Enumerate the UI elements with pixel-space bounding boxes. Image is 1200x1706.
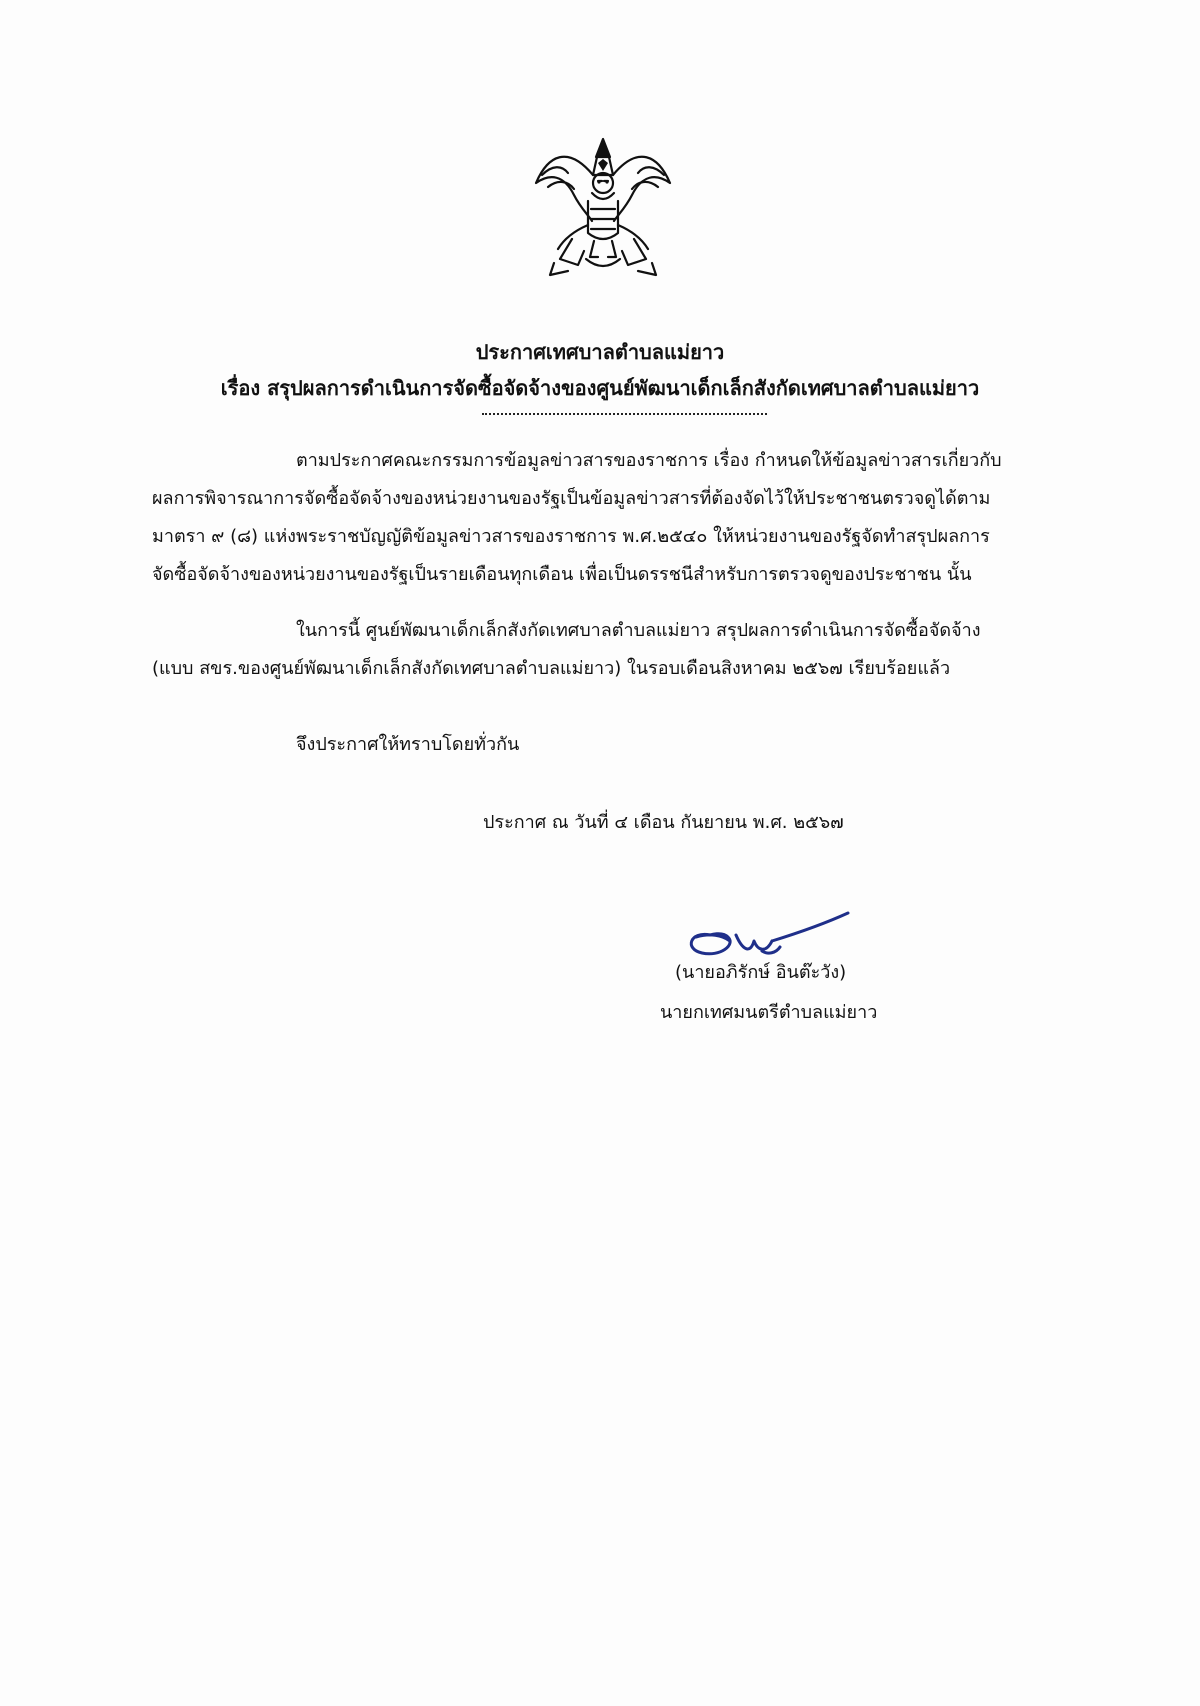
- dotted-divider: [482, 413, 767, 415]
- paragraph1-line2: ผลการพิจารณาการจัดซื้อจัดจ้างของหน่วยงานของรัฐเป็นข้อมูลข่าวสารที่ต้องจัดไว้ให้ประชาชนตรวจดูได้ตาม: [152, 488, 991, 509]
- paragraph1-line1: ตามประกาศคณะกรรมการข้อมูลข่าวสารของราชการ เรื่อง กำหนดให้ข้อมูลข่าวสารเกี่ยวกับ: [296, 450, 1002, 471]
- paragraph1-line4: จัดซื้อจัดจ้างของหน่วยงานของรัฐเป็นรายเดือนทุกเดือน เพื่อเป็นดรรชนีสำหรับการตรวจดูของประชาชน นั้น: [152, 564, 972, 585]
- garuda-emblem-icon: [528, 135, 678, 285]
- signatory-position: นายกเทศมนตรีตำบลแม่ยาว: [660, 1002, 878, 1023]
- document-subject: เรื่อง สรุปผลการดำเนินการจัดซื้อจัดจ้างของศูนย์พัฒนาเด็กเล็กสังกัดเทศบาลตำบลแม่ยาว: [220, 376, 980, 400]
- paragraph2-line2: (แบบ สขร.ของศูนย์พัฒนาเด็กเล็กสังกัดเทศบาลตำบลแม่ยาว) ในรอบเดือนสิงหาคม ๒๕๖๗ เรียบร้อยแล้ว: [152, 658, 951, 679]
- signatory-name: (นายอภิรักษ์ อินต๊ะวัง): [675, 962, 847, 983]
- date-line: ประกาศ ณ วันที่ ๔ เดือน กันยายน พ.ศ. ๒๕๖๗: [483, 812, 844, 833]
- paragraph1-line3: มาตรา ๙ (๘) แห่งพระราชบัญญัติข้อมูลข่าวสารของราชการ พ.ศ.๒๕๔๐ ให้หน่วยงานของรัฐจัดทำสรุปผลการ: [152, 526, 990, 547]
- closing-line: จึงประกาศให้ทราบโดยทั่วกัน: [296, 734, 520, 755]
- document-title: ประกาศเทศบาลตำบลแม่ยาว: [475, 340, 725, 364]
- paragraph2-line1: ในการนี้ ศูนย์พัฒนาเด็กเล็กสังกัดเทศบาลตำบลแม่ยาว สรุปผลการดำเนินการจัดซื้อจัดจ้าง: [296, 620, 981, 641]
